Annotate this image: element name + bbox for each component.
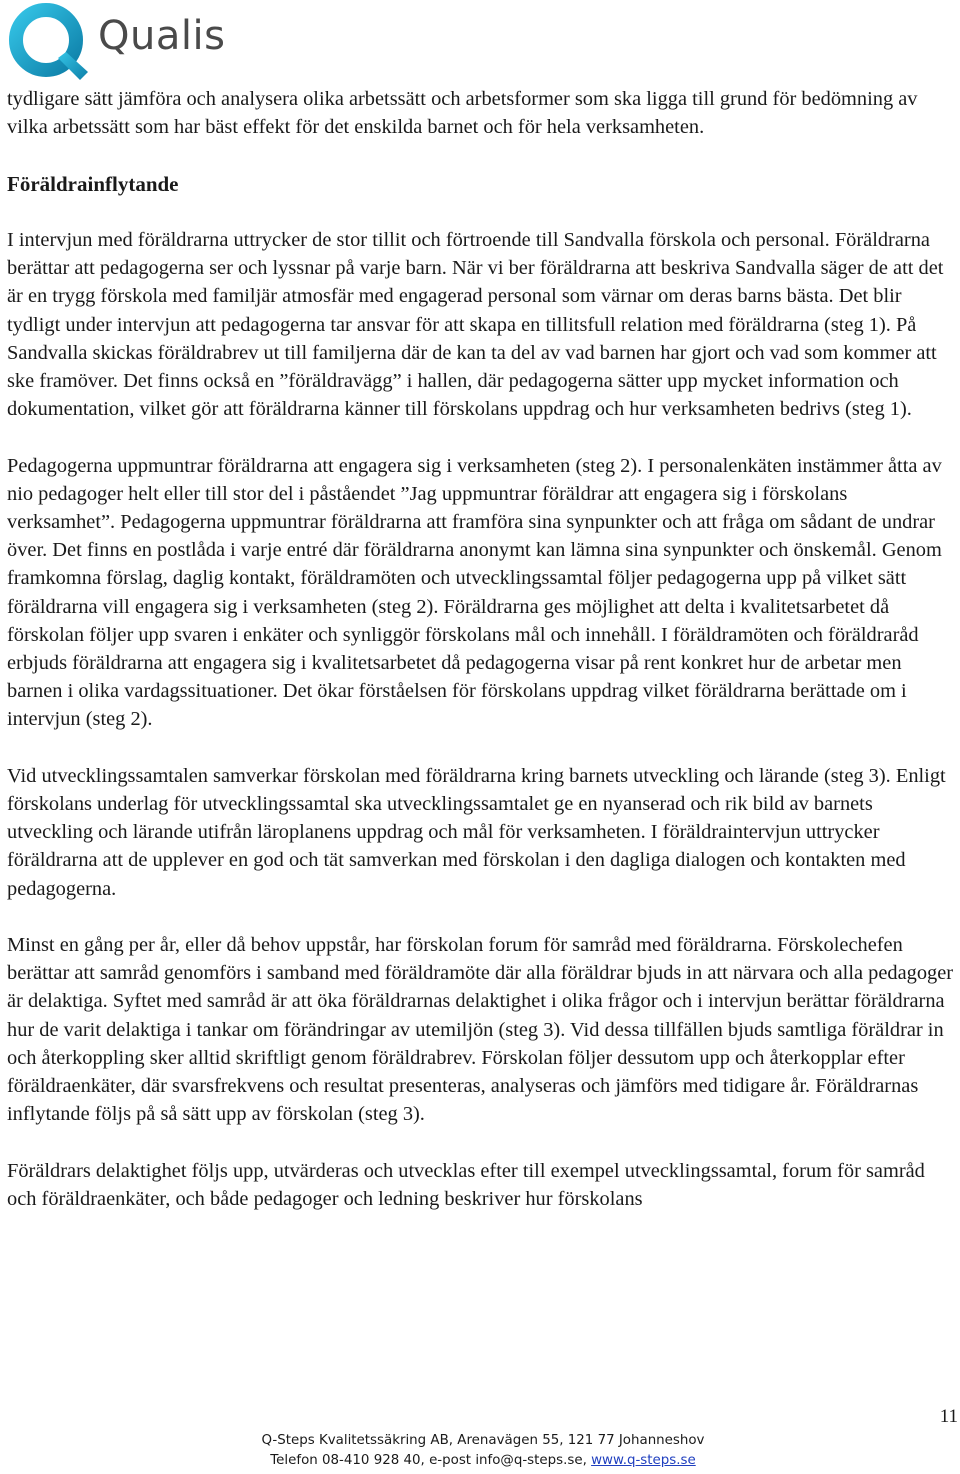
footer-website-link[interactable]: www.q-steps.se [591, 1453, 696, 1468]
document-body [7, 85, 957, 1241]
paragraph-5: Föräldrars delaktighet följs upp, utvärderas och utvecklas efter till exempel utvecklingssamtal, forum för samråd och föräldraenkäter, och både pedagoger och ledning beskriver hur förskolans [7, 1159, 925, 1210]
section-heading: Föräldrainflytande [7, 171, 179, 196]
footer-contact [0, 1451, 960, 1471]
paragraph-3: Vid utvecklingssamtalen samverkar förskolan med föräldrarna kring barnets utveckling och lärande (steg 3). Enligt förskolans underlag för utvecklingssamtal ska utvecklingssamtalet ge en nyanserad och rik bild av barnets utveckling och lärande utifrån läroplanens uppdrag och mål för verksamheten. I föräldraintervjun uttrycker föräldrarna att de upplever en god och tät samverkan med förskolan i den dagliga dialogen och kontakten med pedagogerna. [7, 764, 946, 900]
qualis-logo [6, 2, 246, 84]
paragraph-intro: tydligare sätt jämföra och analysera olika arbetssätt och arbetsformer som ska ligga till grund för bedömning av vilka arbetssätt som har bäst effekt för det enskilda barnet och för hela verksamheten. [7, 88, 918, 139]
paragraph-2: Pedagogerna uppmuntrar föräldrarna att engagera sig i verksamheten (steg 2). I personalenkäten instämmer åtta av nio pedagoger helt eller till stor del i påståendet ”Jag uppmuntrar föräldrar att engagera sig i förskolans verksamhet”. Pedagogerna uppmuntrar föräldrarna att framföra sina synpunkter och att fråga om sådant de undrar över. Det finns en postlåda i varje entré där föräldrarna anonymt kan lämna sina synpunkter och önskemål. Genom framkomna förslag, daglig kontakt, föräldramöten och utvecklingssamtal följer pedagogerna upp på vilket sätt föräldrarna vill engagera sig i verksamheten (steg 2). Föräldrarna ges möjlighet att delta i kvalitetsarbetet då förskolan följer upp svaren i enkäter och synliggör förskolans mål och innehåll. I föräldramöten och föräldraråd erbjuds föräldrarna att engagera sig i kvalitetsarbetet då pedagogerna visar på rent konkret hur de arbetar men barnen i olika vardagssituationer. Det ökar förståelsen för förskolans uppdrag vilket föräldrarna berättade om i intervjun (steg 2). [7, 454, 942, 731]
paragraph-4: Minst en gång per år, eller då behov uppstår, har förskolan forum för samråd med föräldrarna. Förskolechefen berättar att samråd genomförs i samband med föräldramöte där alla föräldrar bjuds in att närvara och alla pedagoger är delaktiga. Syftet med samråd är att öka föräldrarnas delaktighet i olika frågor och i intervjun berättar föräldrarna hur de varit delaktiga i tankar om förändringar av utemiljön (steg 3). Vid dessa tillfällen bjuds samtliga föräldrar in och återkoppling sker alltid skriftligt genom föräldrabrev. Förskolan följer dessutom upp och återkopplar efter föräldraenkäter, där svarsfrekvens och resultat presenteras, analyseras och jämförs med tidigare år. Föräldrarnas inflytande följs på så sätt upp av förskolan (steg 3). [7, 934, 954, 1126]
logo-wordmark: Qualis [98, 13, 226, 59]
paragraph-1: I intervjun med föräldrarna uttrycker de stor tillit och förtroende till Sandvalla förskola och personal. Föräldrarna berättar att pedagogerna ser och lyssnar på varje barn. När vi ber föräldrarna att beskriva Sandvalla säger de att det är en trygg förskola med familjär atmosfär med engagerad personal som värnar om deras barns bästa. Det blir tydligt under intervjun att pedagogerna tar ansvar för att skapa en tillitsfull relation med föräldrarna (steg 1). På Sandvalla skickas föräldrabrev ut till familjerna där de kan ta del av vad barnen har gjort och vad som kommer att ske framöver. Det finns också en ”föräldravägg” i hallen, där pedagogerna sätter upp mycket information och dokumentation, vilket gör att föräldrarna känner till förskolans uppdrag och hur verksamheten bedrivs (steg 1). [7, 228, 944, 421]
qualis-q-icon [6, 2, 98, 84]
footer-contact-text: Telefon 08-410 928 40, e-post info@q-steps.se, [270, 1453, 592, 1468]
page-number: 11 [939, 1406, 958, 1427]
page-footer [0, 1431, 960, 1471]
footer-address: Q-Steps Kvalitetssäkring AB, Arenavägen 55, 121 77 Johanneshov [261, 1433, 705, 1448]
